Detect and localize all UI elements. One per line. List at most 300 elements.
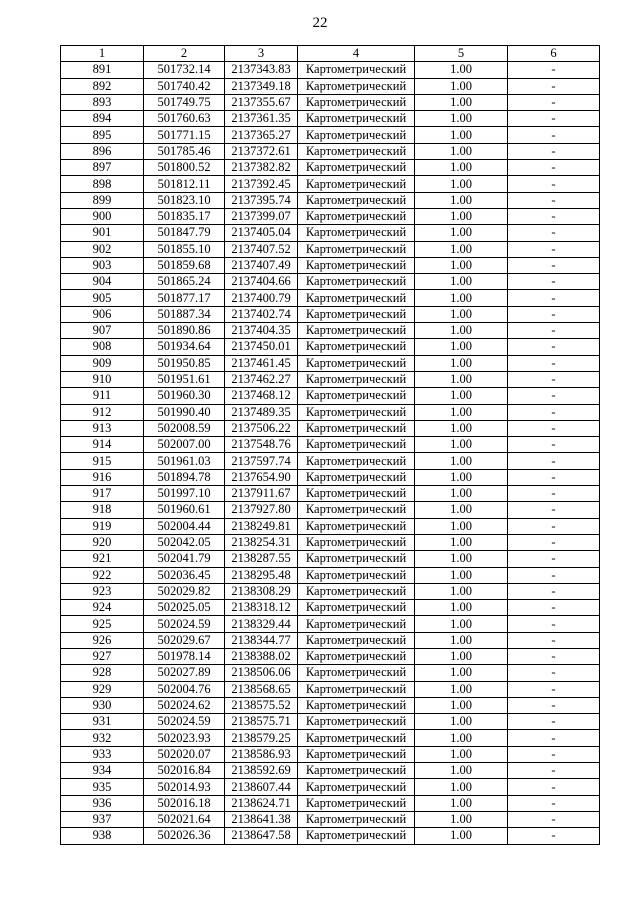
table-row <box>61 779 600 795</box>
x-coordinate-cell: 501960.61 <box>144 502 225 518</box>
point-number-cell: 926 <box>61 632 144 648</box>
accuracy-cell: 1.00 <box>415 828 508 844</box>
table-row <box>61 486 600 502</box>
table-row <box>61 78 600 94</box>
point-number-cell: 905 <box>61 290 144 306</box>
y-coordinate-cell: 2138641.38 <box>225 811 298 827</box>
note-cell: - <box>508 94 600 110</box>
note-cell: - <box>508 648 600 664</box>
method-cell: Картометрический <box>298 111 415 127</box>
x-coordinate-cell: 502004.44 <box>144 518 225 534</box>
accuracy-cell: 1.00 <box>415 616 508 632</box>
note-cell: - <box>508 518 600 534</box>
point-number-cell: 919 <box>61 518 144 534</box>
x-coordinate-cell: 501894.78 <box>144 469 225 485</box>
x-coordinate-cell: 501785.46 <box>144 143 225 159</box>
method-cell: Картометрический <box>298 78 415 94</box>
x-coordinate-cell: 501771.15 <box>144 127 225 143</box>
y-coordinate-cell: 2137407.52 <box>225 241 298 257</box>
note-cell: - <box>508 714 600 730</box>
table-row <box>61 62 600 78</box>
method-cell: Картометрический <box>298 371 415 387</box>
x-coordinate-cell: 501732.14 <box>144 62 225 78</box>
accuracy-cell: 1.00 <box>415 241 508 257</box>
table-row <box>61 388 600 404</box>
x-coordinate-cell: 502024.59 <box>144 714 225 730</box>
method-cell: Картометрический <box>298 828 415 844</box>
y-coordinate-cell: 2138344.77 <box>225 632 298 648</box>
point-number-cell: 920 <box>61 534 144 550</box>
note-cell: - <box>508 453 600 469</box>
method-cell: Картометрический <box>298 502 415 518</box>
x-coordinate-cell: 501800.52 <box>144 160 225 176</box>
table-row <box>61 681 600 697</box>
accuracy-cell: 1.00 <box>415 534 508 550</box>
note-cell: - <box>508 257 600 273</box>
x-coordinate-cell: 502014.93 <box>144 779 225 795</box>
note-cell: - <box>508 779 600 795</box>
method-cell: Картометрический <box>298 323 415 339</box>
x-coordinate-cell: 501978.14 <box>144 648 225 664</box>
table-row <box>61 143 600 159</box>
method-cell: Картометрический <box>298 567 415 583</box>
column-header: 6 <box>508 46 600 62</box>
point-number-cell: 931 <box>61 714 144 730</box>
method-cell: Картометрический <box>298 600 415 616</box>
y-coordinate-cell: 2137343.83 <box>225 62 298 78</box>
accuracy-cell: 1.00 <box>415 600 508 616</box>
table-row <box>61 567 600 583</box>
method-cell: Картометрический <box>298 665 415 681</box>
point-number-cell: 901 <box>61 225 144 241</box>
accuracy-cell: 1.00 <box>415 714 508 730</box>
y-coordinate-cell: 2138308.29 <box>225 583 298 599</box>
table-row <box>61 648 600 664</box>
y-coordinate-cell: 2137506.22 <box>225 420 298 436</box>
method-cell: Картометрический <box>298 746 415 762</box>
table-row <box>61 404 600 420</box>
note-cell: - <box>508 192 600 208</box>
accuracy-cell: 1.00 <box>415 502 508 518</box>
note-cell: - <box>508 225 600 241</box>
point-number-cell: 892 <box>61 78 144 94</box>
y-coordinate-cell: 2138329.44 <box>225 616 298 632</box>
y-coordinate-cell: 2137489.35 <box>225 404 298 420</box>
x-coordinate-cell: 502042.05 <box>144 534 225 550</box>
method-cell: Картометрический <box>298 306 415 322</box>
point-number-cell: 934 <box>61 763 144 779</box>
x-coordinate-cell: 501990.40 <box>144 404 225 420</box>
y-coordinate-cell: 2138318.12 <box>225 600 298 616</box>
note-cell: - <box>508 339 600 355</box>
accuracy-cell: 1.00 <box>415 763 508 779</box>
accuracy-cell: 1.00 <box>415 697 508 713</box>
point-number-cell: 903 <box>61 257 144 273</box>
accuracy-cell: 1.00 <box>415 795 508 811</box>
accuracy-cell: 1.00 <box>415 62 508 78</box>
x-coordinate-cell: 502041.79 <box>144 551 225 567</box>
x-coordinate-cell: 501997.10 <box>144 486 225 502</box>
y-coordinate-cell: 2137461.45 <box>225 355 298 371</box>
y-coordinate-cell: 2138575.52 <box>225 697 298 713</box>
point-number-cell: 937 <box>61 811 144 827</box>
x-coordinate-cell: 502029.67 <box>144 632 225 648</box>
note-cell: - <box>508 437 600 453</box>
accuracy-cell: 1.00 <box>415 665 508 681</box>
table-row <box>61 583 600 599</box>
x-coordinate-cell: 502004.76 <box>144 681 225 697</box>
accuracy-cell: 1.00 <box>415 208 508 224</box>
method-cell: Картометрический <box>298 241 415 257</box>
point-number-cell: 923 <box>61 583 144 599</box>
table-row <box>61 437 600 453</box>
accuracy-cell: 1.00 <box>415 257 508 273</box>
accuracy-cell: 1.00 <box>415 486 508 502</box>
table-row <box>61 600 600 616</box>
method-cell: Картометрический <box>298 779 415 795</box>
method-cell: Картометрический <box>298 632 415 648</box>
method-cell: Картометрический <box>298 437 415 453</box>
table-row <box>61 241 600 257</box>
table-row <box>61 616 600 632</box>
table-row <box>61 274 600 290</box>
accuracy-cell: 1.00 <box>415 306 508 322</box>
y-coordinate-cell: 2137382.82 <box>225 160 298 176</box>
y-coordinate-cell: 2137400.79 <box>225 290 298 306</box>
note-cell: - <box>508 371 600 387</box>
note-cell: - <box>508 241 600 257</box>
x-coordinate-cell: 501951.61 <box>144 371 225 387</box>
x-coordinate-cell: 501823.10 <box>144 192 225 208</box>
note-cell: - <box>508 469 600 485</box>
note-cell: - <box>508 388 600 404</box>
accuracy-cell: 1.00 <box>415 811 508 827</box>
x-coordinate-cell: 502027.89 <box>144 665 225 681</box>
method-cell: Картометрический <box>298 339 415 355</box>
table-header-row <box>61 46 600 62</box>
point-number-cell: 906 <box>61 306 144 322</box>
note-cell: - <box>508 78 600 94</box>
point-number-cell: 908 <box>61 339 144 355</box>
accuracy-cell: 1.00 <box>415 225 508 241</box>
method-cell: Картометрический <box>298 518 415 534</box>
note-cell: - <box>508 567 600 583</box>
note-cell: - <box>508 746 600 762</box>
method-cell: Картометрический <box>298 714 415 730</box>
accuracy-cell: 1.00 <box>415 632 508 648</box>
point-number-cell: 938 <box>61 828 144 844</box>
y-coordinate-cell: 2138592.69 <box>225 763 298 779</box>
column-header: 3 <box>225 46 298 62</box>
y-coordinate-cell: 2138579.25 <box>225 730 298 746</box>
table-row <box>61 811 600 827</box>
y-coordinate-cell: 2137395.74 <box>225 192 298 208</box>
accuracy-cell: 1.00 <box>415 437 508 453</box>
y-coordinate-cell: 2137404.66 <box>225 274 298 290</box>
note-cell: - <box>508 486 600 502</box>
x-coordinate-cell: 501812.11 <box>144 176 225 192</box>
note-cell: - <box>508 420 600 436</box>
table-row <box>61 111 600 127</box>
accuracy-cell: 1.00 <box>415 78 508 94</box>
table-row <box>61 534 600 550</box>
point-number-cell: 895 <box>61 127 144 143</box>
method-cell: Картометрический <box>298 616 415 632</box>
x-coordinate-cell: 501890.86 <box>144 323 225 339</box>
note-cell: - <box>508 811 600 827</box>
table-row <box>61 339 600 355</box>
method-cell: Картометрический <box>298 274 415 290</box>
table-row <box>61 192 600 208</box>
accuracy-cell: 1.00 <box>415 469 508 485</box>
accuracy-cell: 1.00 <box>415 730 508 746</box>
y-coordinate-cell: 2138575.71 <box>225 714 298 730</box>
x-coordinate-cell: 501760.63 <box>144 111 225 127</box>
method-cell: Картометрический <box>298 763 415 779</box>
y-coordinate-cell: 2138249.81 <box>225 518 298 534</box>
accuracy-cell: 1.00 <box>415 355 508 371</box>
y-coordinate-cell: 2137450.01 <box>225 339 298 355</box>
x-coordinate-cell: 502021.64 <box>144 811 225 827</box>
method-cell: Картометрический <box>298 583 415 599</box>
x-coordinate-cell: 502023.93 <box>144 730 225 746</box>
page-number: 22 <box>312 15 328 31</box>
table-row <box>61 371 600 387</box>
y-coordinate-cell: 2137361.35 <box>225 111 298 127</box>
note-cell: - <box>508 127 600 143</box>
method-cell: Картометрический <box>298 795 415 811</box>
y-coordinate-cell: 2137654.90 <box>225 469 298 485</box>
note-cell: - <box>508 632 600 648</box>
method-cell: Картометрический <box>298 453 415 469</box>
accuracy-cell: 1.00 <box>415 583 508 599</box>
table-row <box>61 518 600 534</box>
note-cell: - <box>508 404 600 420</box>
point-number-cell: 891 <box>61 62 144 78</box>
point-number-cell: 922 <box>61 567 144 583</box>
x-coordinate-cell: 501740.42 <box>144 78 225 94</box>
table-row <box>61 306 600 322</box>
accuracy-cell: 1.00 <box>415 779 508 795</box>
note-cell: - <box>508 665 600 681</box>
method-cell: Картометрический <box>298 160 415 176</box>
table-row <box>61 225 600 241</box>
x-coordinate-cell: 502024.59 <box>144 616 225 632</box>
note-cell: - <box>508 143 600 159</box>
table-row <box>61 176 600 192</box>
x-coordinate-cell: 501950.85 <box>144 355 225 371</box>
y-coordinate-cell: 2137468.12 <box>225 388 298 404</box>
accuracy-cell: 1.00 <box>415 176 508 192</box>
x-coordinate-cell: 502026.36 <box>144 828 225 844</box>
table-row <box>61 632 600 648</box>
note-cell: - <box>508 681 600 697</box>
x-coordinate-cell: 501934.64 <box>144 339 225 355</box>
point-number-cell: 898 <box>61 176 144 192</box>
method-cell: Картометрический <box>298 811 415 827</box>
point-number-cell: 912 <box>61 404 144 420</box>
x-coordinate-cell: 501960.30 <box>144 388 225 404</box>
accuracy-cell: 1.00 <box>415 192 508 208</box>
table-row <box>61 94 600 110</box>
note-cell: - <box>508 600 600 616</box>
note-cell: - <box>508 583 600 599</box>
note-cell: - <box>508 274 600 290</box>
accuracy-cell: 1.00 <box>415 274 508 290</box>
note-cell: - <box>508 306 600 322</box>
y-coordinate-cell: 2137597.74 <box>225 453 298 469</box>
x-coordinate-cell: 501749.75 <box>144 94 225 110</box>
method-cell: Картометрический <box>298 355 415 371</box>
point-number-cell: 896 <box>61 143 144 159</box>
x-coordinate-cell: 502007.00 <box>144 437 225 453</box>
accuracy-cell: 1.00 <box>415 339 508 355</box>
y-coordinate-cell: 2138607.44 <box>225 779 298 795</box>
table-row <box>61 453 600 469</box>
table-row <box>61 795 600 811</box>
table-row <box>61 290 600 306</box>
note-cell: - <box>508 111 600 127</box>
x-coordinate-cell: 502029.82 <box>144 583 225 599</box>
point-number-cell: 911 <box>61 388 144 404</box>
note-cell: - <box>508 176 600 192</box>
point-number-cell: 935 <box>61 779 144 795</box>
method-cell: Картометрический <box>298 469 415 485</box>
point-number-cell: 924 <box>61 600 144 616</box>
note-cell: - <box>508 697 600 713</box>
accuracy-cell: 1.00 <box>415 551 508 567</box>
accuracy-cell: 1.00 <box>415 681 508 697</box>
table-row <box>61 665 600 681</box>
y-coordinate-cell: 2137911.67 <box>225 486 298 502</box>
y-coordinate-cell: 2138254.31 <box>225 534 298 550</box>
method-cell: Картометрический <box>298 681 415 697</box>
table-row <box>61 323 600 339</box>
x-coordinate-cell: 501877.17 <box>144 290 225 306</box>
x-coordinate-cell: 502036.45 <box>144 567 225 583</box>
method-cell: Картометрический <box>298 648 415 664</box>
point-number-cell: 900 <box>61 208 144 224</box>
accuracy-cell: 1.00 <box>415 518 508 534</box>
y-coordinate-cell: 2138586.93 <box>225 746 298 762</box>
point-number-cell: 907 <box>61 323 144 339</box>
y-coordinate-cell: 2137927.80 <box>225 502 298 518</box>
method-cell: Картометрический <box>298 404 415 420</box>
note-cell: - <box>508 730 600 746</box>
method-cell: Картометрический <box>298 697 415 713</box>
point-number-cell: 915 <box>61 453 144 469</box>
point-number-cell: 899 <box>61 192 144 208</box>
method-cell: Картометрический <box>298 388 415 404</box>
y-coordinate-cell: 2137405.04 <box>225 225 298 241</box>
accuracy-cell: 1.00 <box>415 648 508 664</box>
point-number-cell: 909 <box>61 355 144 371</box>
note-cell: - <box>508 763 600 779</box>
method-cell: Картометрический <box>298 257 415 273</box>
table-row <box>61 730 600 746</box>
method-cell: Картометрический <box>298 730 415 746</box>
table-row <box>61 551 600 567</box>
y-coordinate-cell: 2137355.67 <box>225 94 298 110</box>
y-coordinate-cell: 2137548.76 <box>225 437 298 453</box>
note-cell: - <box>508 534 600 550</box>
point-number-cell: 913 <box>61 420 144 436</box>
note-cell: - <box>508 502 600 518</box>
note-cell: - <box>508 208 600 224</box>
column-header: 1 <box>61 46 144 62</box>
method-cell: Картометрический <box>298 420 415 436</box>
point-number-cell: 914 <box>61 437 144 453</box>
y-coordinate-cell: 2137407.49 <box>225 257 298 273</box>
x-coordinate-cell: 502020.07 <box>144 746 225 762</box>
table-row <box>61 208 600 224</box>
y-coordinate-cell: 2137372.61 <box>225 143 298 159</box>
y-coordinate-cell: 2138388.02 <box>225 648 298 664</box>
note-cell: - <box>508 795 600 811</box>
point-number-cell: 936 <box>61 795 144 811</box>
point-number-cell: 930 <box>61 697 144 713</box>
method-cell: Картометрический <box>298 94 415 110</box>
x-coordinate-cell: 501859.68 <box>144 257 225 273</box>
table-row <box>61 763 600 779</box>
y-coordinate-cell: 2138295.48 <box>225 567 298 583</box>
table-row <box>61 355 600 371</box>
y-coordinate-cell: 2138647.58 <box>225 828 298 844</box>
y-coordinate-cell: 2137462.27 <box>225 371 298 387</box>
table-row <box>61 697 600 713</box>
y-coordinate-cell: 2137402.74 <box>225 306 298 322</box>
column-header: 5 <box>415 46 508 62</box>
y-coordinate-cell: 2138624.71 <box>225 795 298 811</box>
y-coordinate-cell: 2138506.06 <box>225 665 298 681</box>
y-coordinate-cell: 2138287.55 <box>225 551 298 567</box>
x-coordinate-cell: 502016.84 <box>144 763 225 779</box>
y-coordinate-cell: 2138568.65 <box>225 681 298 697</box>
method-cell: Картометрический <box>298 176 415 192</box>
point-number-cell: 929 <box>61 681 144 697</box>
accuracy-cell: 1.00 <box>415 111 508 127</box>
column-header: 2 <box>144 46 225 62</box>
method-cell: Картометрический <box>298 127 415 143</box>
accuracy-cell: 1.00 <box>415 453 508 469</box>
x-coordinate-cell: 502025.05 <box>144 600 225 616</box>
table-row <box>61 127 600 143</box>
method-cell: Картометрический <box>298 225 415 241</box>
point-number-cell: 932 <box>61 730 144 746</box>
x-coordinate-cell: 501865.24 <box>144 274 225 290</box>
point-number-cell: 894 <box>61 111 144 127</box>
note-cell: - <box>508 290 600 306</box>
point-number-cell: 925 <box>61 616 144 632</box>
accuracy-cell: 1.00 <box>415 323 508 339</box>
y-coordinate-cell: 2137399.07 <box>225 208 298 224</box>
method-cell: Картометрический <box>298 486 415 502</box>
y-coordinate-cell: 2137365.27 <box>225 127 298 143</box>
note-cell: - <box>508 616 600 632</box>
note-cell: - <box>508 355 600 371</box>
accuracy-cell: 1.00 <box>415 160 508 176</box>
point-number-cell: 893 <box>61 94 144 110</box>
x-coordinate-cell: 502008.59 <box>144 420 225 436</box>
y-coordinate-cell: 2137349.18 <box>225 78 298 94</box>
point-number-cell: 897 <box>61 160 144 176</box>
point-number-cell: 921 <box>61 551 144 567</box>
y-coordinate-cell: 2137404.35 <box>225 323 298 339</box>
x-coordinate-cell: 501887.34 <box>144 306 225 322</box>
table-row <box>61 420 600 436</box>
table-row <box>61 746 600 762</box>
point-number-cell: 910 <box>61 371 144 387</box>
